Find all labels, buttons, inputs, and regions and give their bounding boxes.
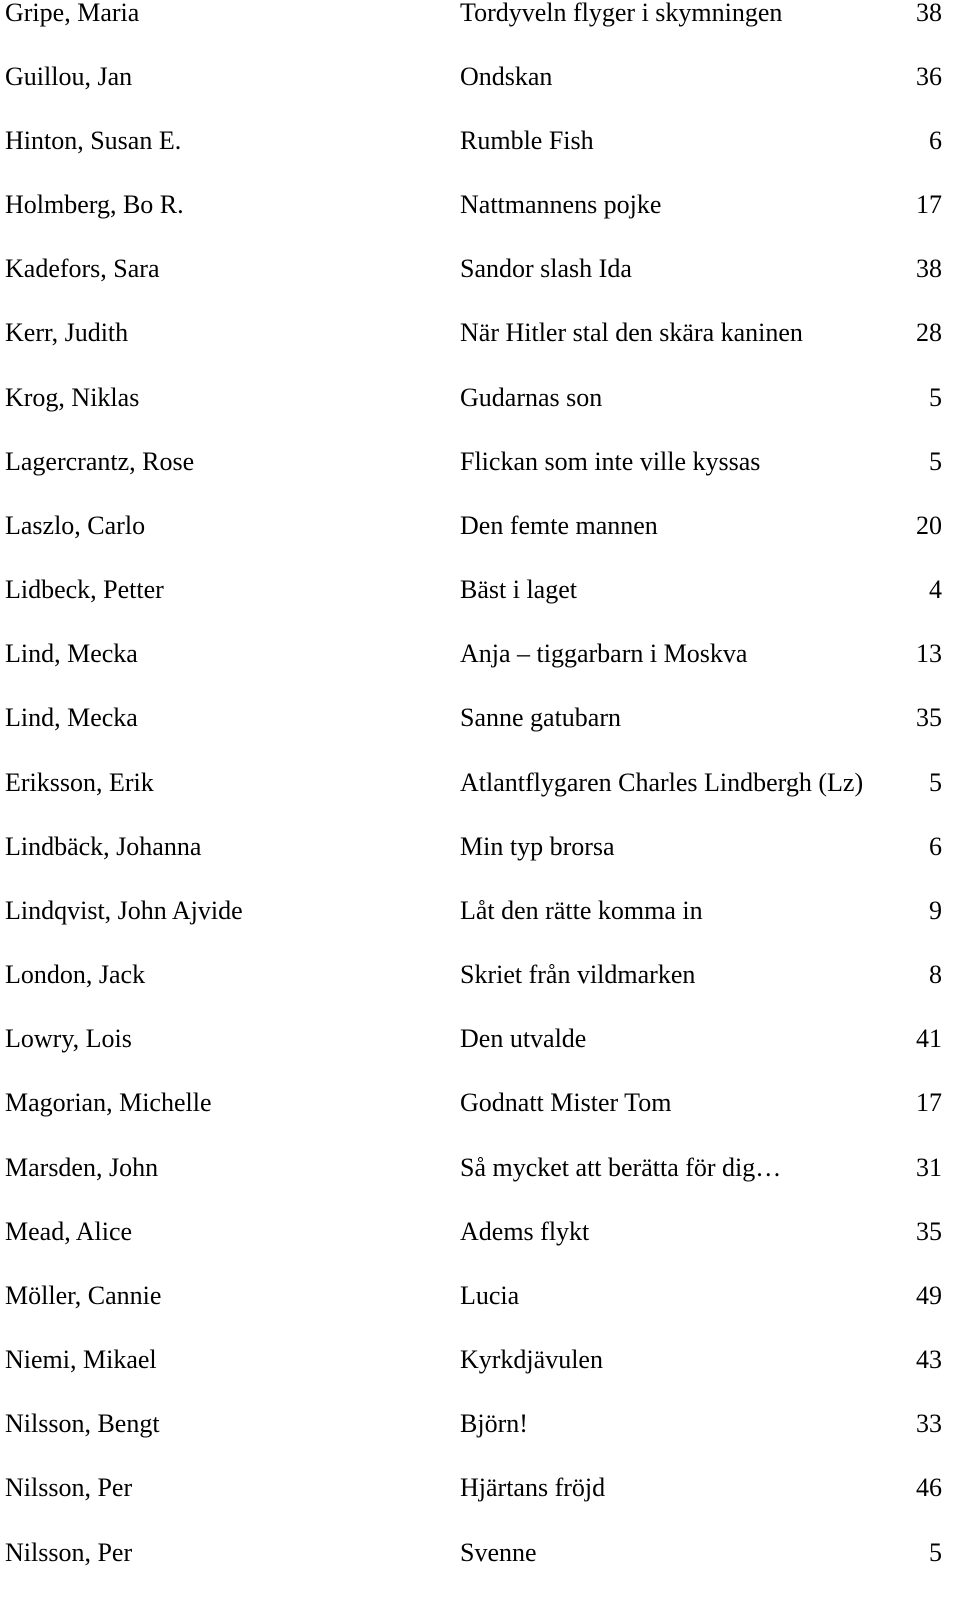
author-name: Lowry, Lois [5, 1024, 132, 1053]
author-name: Nilsson, Bengt [5, 1409, 160, 1438]
book-title: Rumble Fish [460, 126, 594, 155]
book-title: Låt den rätte komma in [460, 896, 703, 925]
page-number: 38 [916, 254, 942, 283]
book-title: Min typ brorsa [460, 832, 615, 861]
author-name: Guillou, Jan [5, 62, 133, 91]
list-item [0, 1155, 960, 1219]
page-number: 4 [929, 575, 942, 604]
list-item [0, 0, 960, 64]
page-number: 41 [916, 1024, 942, 1053]
author-name: Eriksson, Erik [5, 768, 154, 797]
page-number: 13 [916, 639, 942, 668]
author-name: Magorian, Michelle [5, 1088, 212, 1117]
list-item [0, 577, 960, 641]
book-title: Bäst i laget [460, 575, 577, 604]
book-title: Flickan som inte ville kyssas [460, 447, 761, 476]
book-title: Björn! [460, 1409, 528, 1438]
book-title: Sanne gatubarn [460, 703, 622, 732]
page-number: 5 [929, 447, 942, 476]
page-number: 31 [916, 1153, 942, 1182]
list-item [0, 705, 960, 769]
book-title: Så mycket att berätta för dig… [460, 1153, 782, 1182]
author-name: Lind, Mecka [5, 703, 138, 732]
book-title: Nattmannens pojke [460, 190, 662, 219]
page-number: 9 [929, 896, 942, 925]
book-title: Godnatt Mister Tom [460, 1088, 672, 1117]
book-title: Sandor slash Ida [460, 254, 632, 283]
list-item [0, 449, 960, 513]
page-number: 36 [916, 62, 942, 91]
author-name: Holmberg, Bo R. [5, 190, 184, 219]
list-item [0, 385, 960, 449]
list-item [0, 320, 960, 384]
author-name: Lindqvist, John Ajvide [5, 896, 243, 925]
author-name: Marsden, John [5, 1153, 159, 1182]
list-item [0, 1090, 960, 1154]
book-title: Gudarnas son [460, 383, 603, 412]
author-name: Laszlo, Carlo [5, 511, 146, 540]
page-number: 6 [929, 832, 942, 861]
author-name: Hinton, Susan E. [5, 126, 182, 155]
page-number: 35 [916, 1217, 942, 1246]
list-item [0, 128, 960, 192]
author-name: Lagercrantz, Rose [5, 447, 195, 476]
page-number: 8 [929, 960, 942, 989]
author-name: Krog, Niklas [5, 383, 140, 412]
list-item [0, 1026, 960, 1090]
page-number: 35 [916, 703, 942, 732]
book-title: Ondskan [460, 62, 553, 91]
book-title: Anja – tiggarbarn i Moskva [460, 639, 748, 668]
list-item [0, 1347, 960, 1411]
author-name: Möller, Cannie [5, 1281, 162, 1310]
page-number: 17 [916, 1088, 942, 1117]
list-item [0, 192, 960, 256]
book-title: Den femte mannen [460, 511, 658, 540]
author-name: Lidbeck, Petter [5, 575, 164, 604]
author-name: Lindbäck, Johanna [5, 832, 202, 861]
page-number: 6 [929, 126, 942, 155]
page-number: 33 [916, 1409, 942, 1438]
page-number: 49 [916, 1281, 942, 1310]
book-title: Atlantflygaren Charles Lindbergh (Lz) [460, 768, 864, 797]
page-number: 28 [916, 318, 942, 347]
list-item [0, 1411, 960, 1475]
author-name: Nilsson, Per [5, 1538, 133, 1567]
page-number: 5 [929, 1538, 942, 1567]
author-name: Kadefors, Sara [5, 254, 160, 283]
book-title: Skriet från vildmarken [460, 960, 696, 989]
list-item [0, 962, 960, 1026]
author-name: Mead, Alice [5, 1217, 133, 1246]
page-number: 17 [916, 190, 942, 219]
list-item [0, 770, 960, 834]
list-item [0, 1540, 960, 1604]
author-name: Kerr, Judith [5, 318, 129, 347]
page-number: 5 [929, 768, 942, 797]
author-name: Lind, Mecka [5, 639, 138, 668]
book-title: Svenne [460, 1538, 537, 1567]
list-item [0, 834, 960, 898]
page-number: 38 [916, 0, 942, 27]
page-number: 46 [916, 1473, 942, 1502]
book-title: Den utvalde [460, 1024, 587, 1053]
page-number: 5 [929, 383, 942, 412]
book-title: Adems flykt [460, 1217, 590, 1246]
list-item [0, 641, 960, 705]
book-title: Tordyveln flyger i skymningen [460, 0, 783, 27]
list-item [0, 256, 960, 320]
list-item [0, 513, 960, 577]
book-title: Lucia [460, 1281, 520, 1310]
author-name: London, Jack [5, 960, 146, 989]
page-number: 43 [916, 1345, 942, 1374]
page-number: 20 [916, 511, 942, 540]
list-item [0, 1219, 960, 1283]
author-name: Nilsson, Per [5, 1473, 133, 1502]
list-item [0, 898, 960, 962]
author-name: Gripe, Maria [5, 0, 140, 27]
book-title: Kyrkdjävulen [460, 1345, 603, 1374]
book-title: När Hitler stal den skära kaninen [460, 318, 803, 347]
author-name: Niemi, Mikael [5, 1345, 157, 1374]
list-item [0, 64, 960, 128]
list-item [0, 1475, 960, 1539]
list-item [0, 1283, 960, 1347]
book-title: Hjärtans fröjd [460, 1473, 606, 1502]
